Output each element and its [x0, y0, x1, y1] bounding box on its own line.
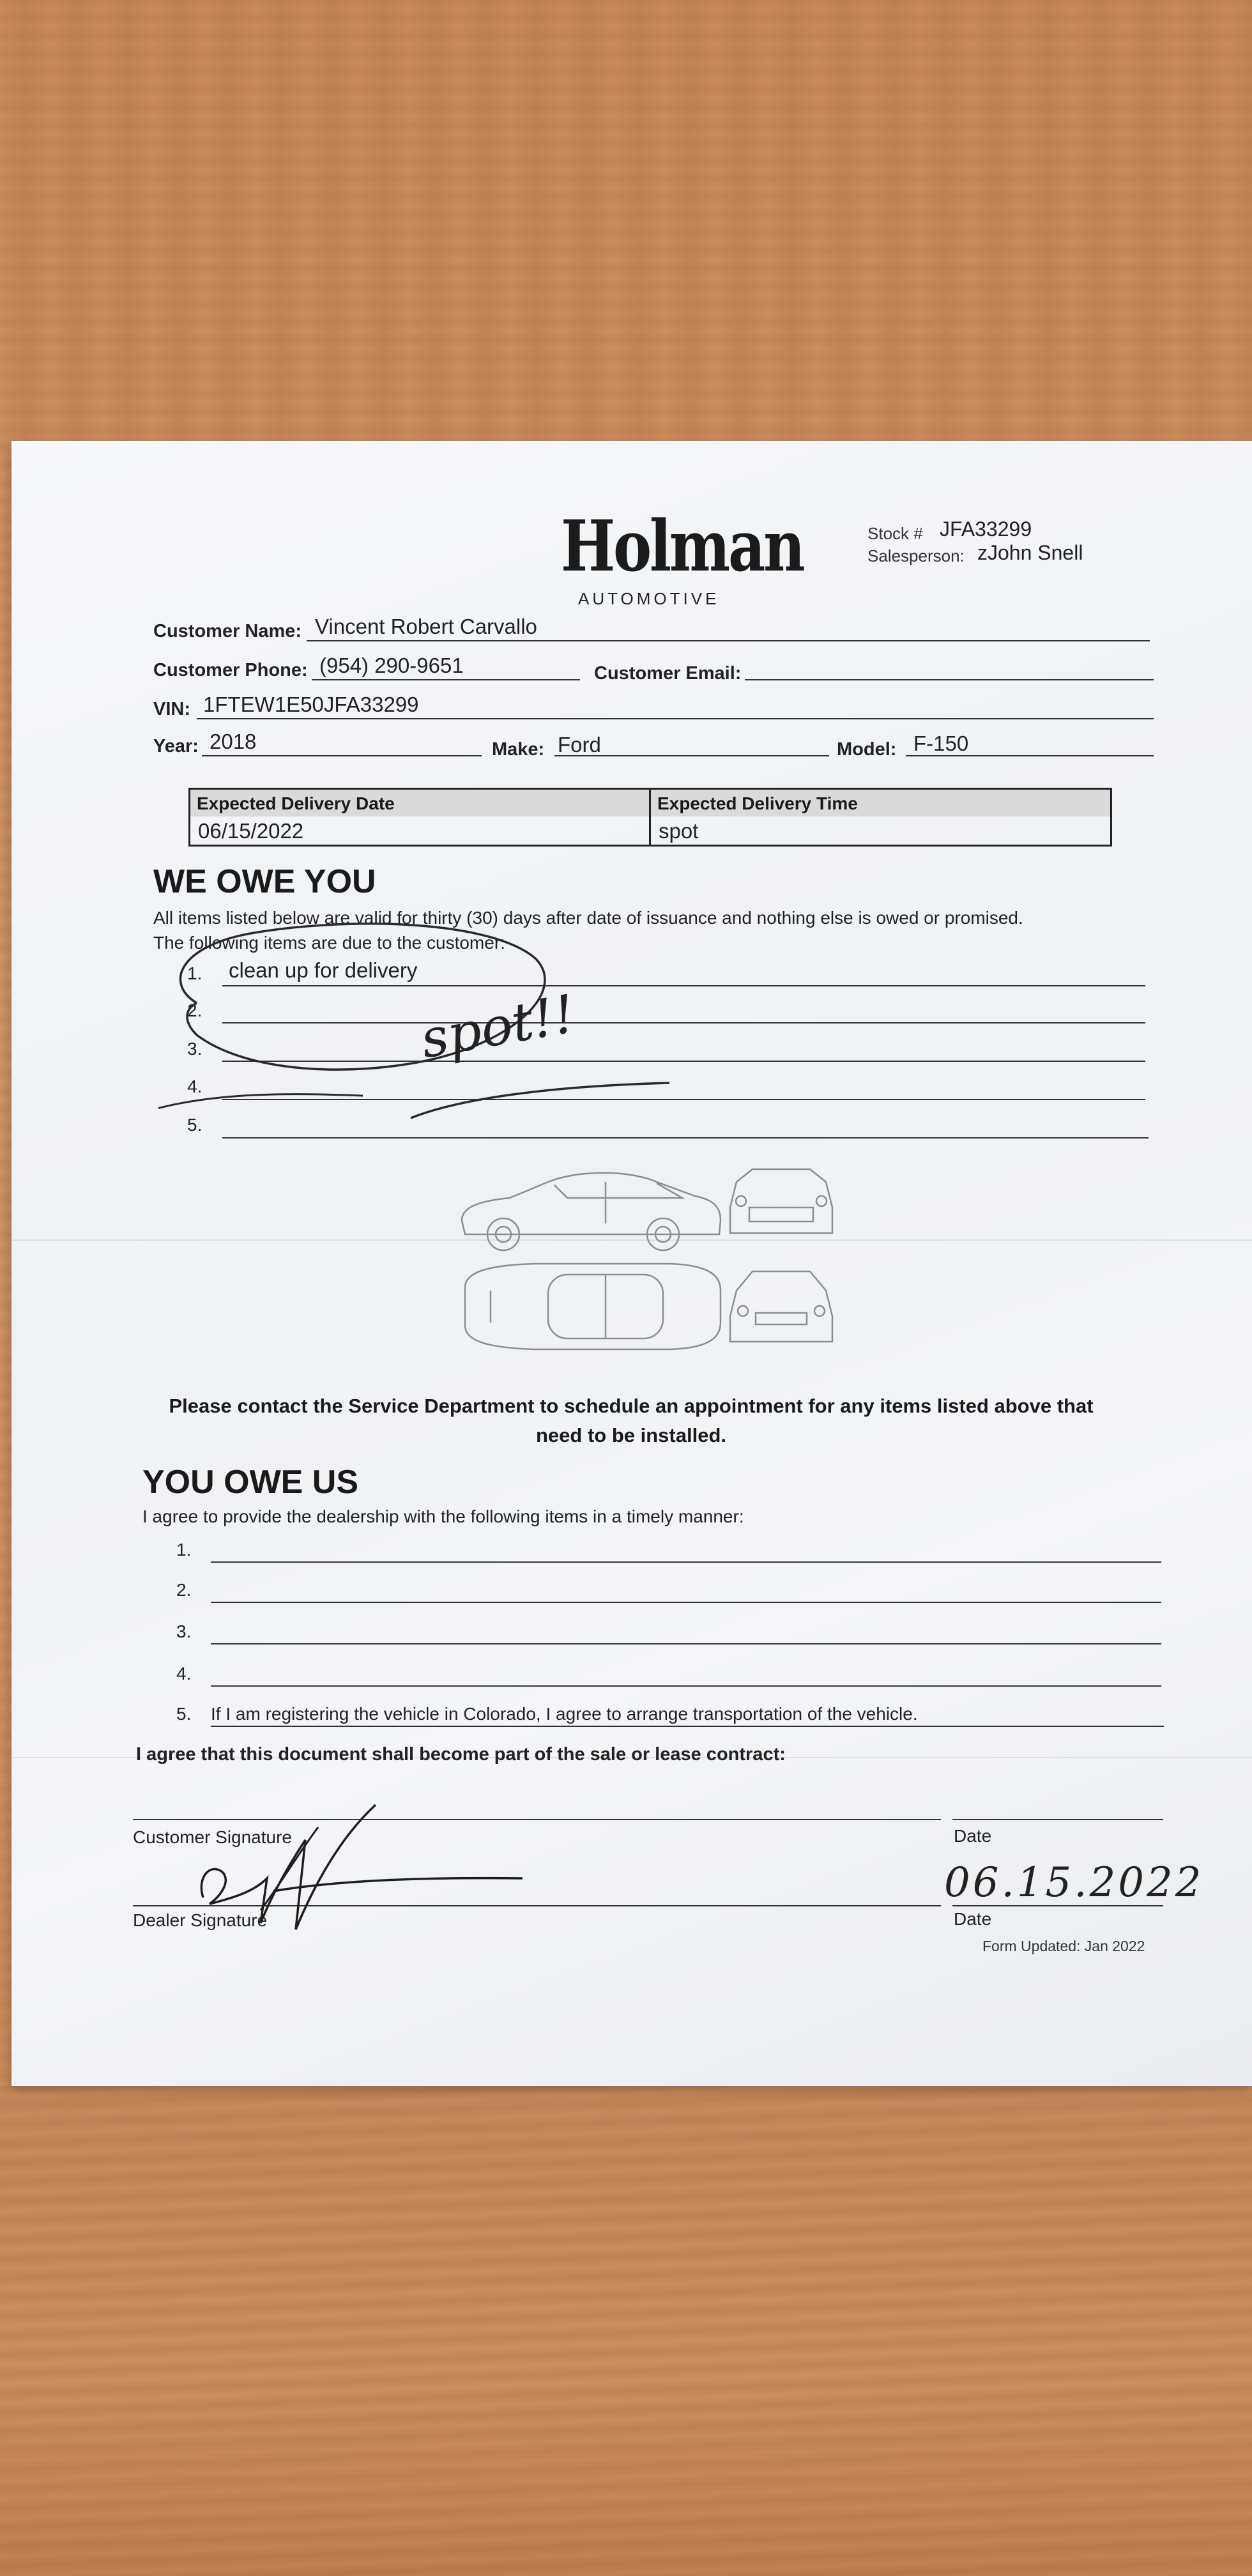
- customer-email-label: Customer Email:: [594, 663, 742, 684]
- delivery-date-header: Expected Delivery Date: [190, 790, 649, 816]
- vin-value: 1FTEW1E50JFA33299: [203, 693, 419, 716]
- car-top-view: [465, 1264, 721, 1349]
- dealer-signature-label: Dealer Signature: [133, 1910, 268, 1930]
- customer-email-line: [745, 679, 1154, 680]
- we-owe-item-num: 5.: [187, 1115, 202, 1135]
- brand-subtitle: AUTOMOTIVE: [578, 589, 720, 608]
- we-owe-item-text: clean up for delivery: [229, 958, 418, 982]
- you-owe-intro: I agree to provide the dealership with the following items in a timely manner:: [142, 1506, 744, 1526]
- customer-name-line: [307, 640, 1150, 641]
- year-value: 2018: [210, 730, 257, 753]
- you-owe-item-line: [211, 1726, 1164, 1727]
- you-owe-item-num: 4.: [176, 1664, 192, 1683]
- agreement-statement: I agree that this document shall become part of the sale or lease contract:: [136, 1744, 786, 1765]
- customer-phone-value: (954) 290-9651: [319, 654, 464, 677]
- you-owe-item-text: If I am registering the vehicle in Colorado, I agree to arrange transportation of the vehicle.: [211, 1704, 918, 1724]
- we-owe-intro-2: The following items are due to the customer:: [153, 933, 505, 953]
- customer-date-label: Date: [954, 1826, 992, 1846]
- vin-line: [197, 718, 1154, 719]
- delivery-time-header: Expected Delivery Time: [651, 790, 1110, 816]
- customer-date-line: [952, 1819, 1163, 1820]
- model-line: [906, 755, 1154, 756]
- service-notice-line-1: Please contact the Service Department to schedule an appointment for any items listed above that: [169, 1395, 1094, 1417]
- you-owe-item-num: 5.: [176, 1704, 192, 1724]
- handwritten-note: spot!!: [416, 983, 580, 1071]
- we-owe-item-num: 1.: [187, 963, 202, 983]
- year-label: Year:: [153, 736, 199, 756]
- desk-surface-lower: [0, 2086, 1252, 2576]
- handwritten-underline-mark: [408, 1070, 676, 1128]
- make-value: Ford: [558, 733, 601, 756]
- model-value: F-150: [913, 732, 969, 755]
- year-line: [202, 755, 482, 756]
- salesperson-label: Salesperson:: [867, 546, 965, 565]
- we-owe-item-line: [222, 1137, 1149, 1138]
- model-label: Model:: [837, 739, 897, 760]
- delivery-table: [188, 788, 1112, 847]
- you-owe-item-num: 1.: [176, 1540, 192, 1560]
- delivery-date-value: 06/15/2022: [198, 819, 304, 843]
- make-line: [554, 755, 829, 756]
- we-owe-intro-1: All items listed below are valid for thirty (30) days after date of issuance and nothing else is owed or promised.: [153, 908, 1023, 928]
- you-owe-item-line: [211, 1602, 1161, 1603]
- dealer-signature-scribble: [184, 1802, 542, 1949]
- vehicle-damage-diagram: [452, 1163, 861, 1367]
- car-front-view: [730, 1169, 832, 1233]
- salesperson-value: zJohn Snell: [977, 541, 1083, 564]
- we-owe-form-page: [11, 441, 1252, 2086]
- car-rear-view: [730, 1271, 832, 1342]
- you-owe-item-line: [211, 1685, 1161, 1687]
- we-owe-item-num: 2.: [187, 1000, 202, 1020]
- we-owe-title: WE OWE YOU: [153, 863, 376, 900]
- you-owe-item-line: [211, 1561, 1161, 1563]
- you-owe-title: YOU OWE US: [142, 1464, 359, 1501]
- customer-name-label: Customer Name:: [153, 621, 302, 641]
- form-updated-note: Form Updated: Jan 2022: [982, 1938, 1145, 1954]
- customer-phone-label: Customer Phone:: [153, 660, 308, 680]
- customer-phone-line: [312, 679, 580, 680]
- delivery-time-value: spot: [659, 819, 699, 843]
- we-owe-item-num: 3.: [187, 1039, 202, 1059]
- customer-name-value: Vincent Robert Carvallo: [315, 615, 537, 638]
- dealer-date-label: Date: [954, 1909, 992, 1929]
- make-label: Make:: [492, 739, 545, 760]
- we-owe-item-num: 4.: [187, 1077, 202, 1096]
- car-side-view: [462, 1173, 721, 1250]
- stock-value: JFA33299: [940, 518, 1032, 540]
- brand-logo: Holman: [561, 505, 804, 587]
- customer-signature-label: Customer Signature: [133, 1827, 293, 1847]
- service-notice-line-2: need to be installed.: [536, 1424, 726, 1446]
- you-owe-item-line: [211, 1643, 1161, 1644]
- you-owe-item-num: 3.: [176, 1621, 192, 1641]
- you-owe-item-num: 2.: [176, 1580, 192, 1600]
- handwritten-date: 06.15.2022: [944, 1859, 1204, 1906]
- stock-label: Stock #: [867, 524, 923, 543]
- vin-label: VIN:: [153, 699, 190, 719]
